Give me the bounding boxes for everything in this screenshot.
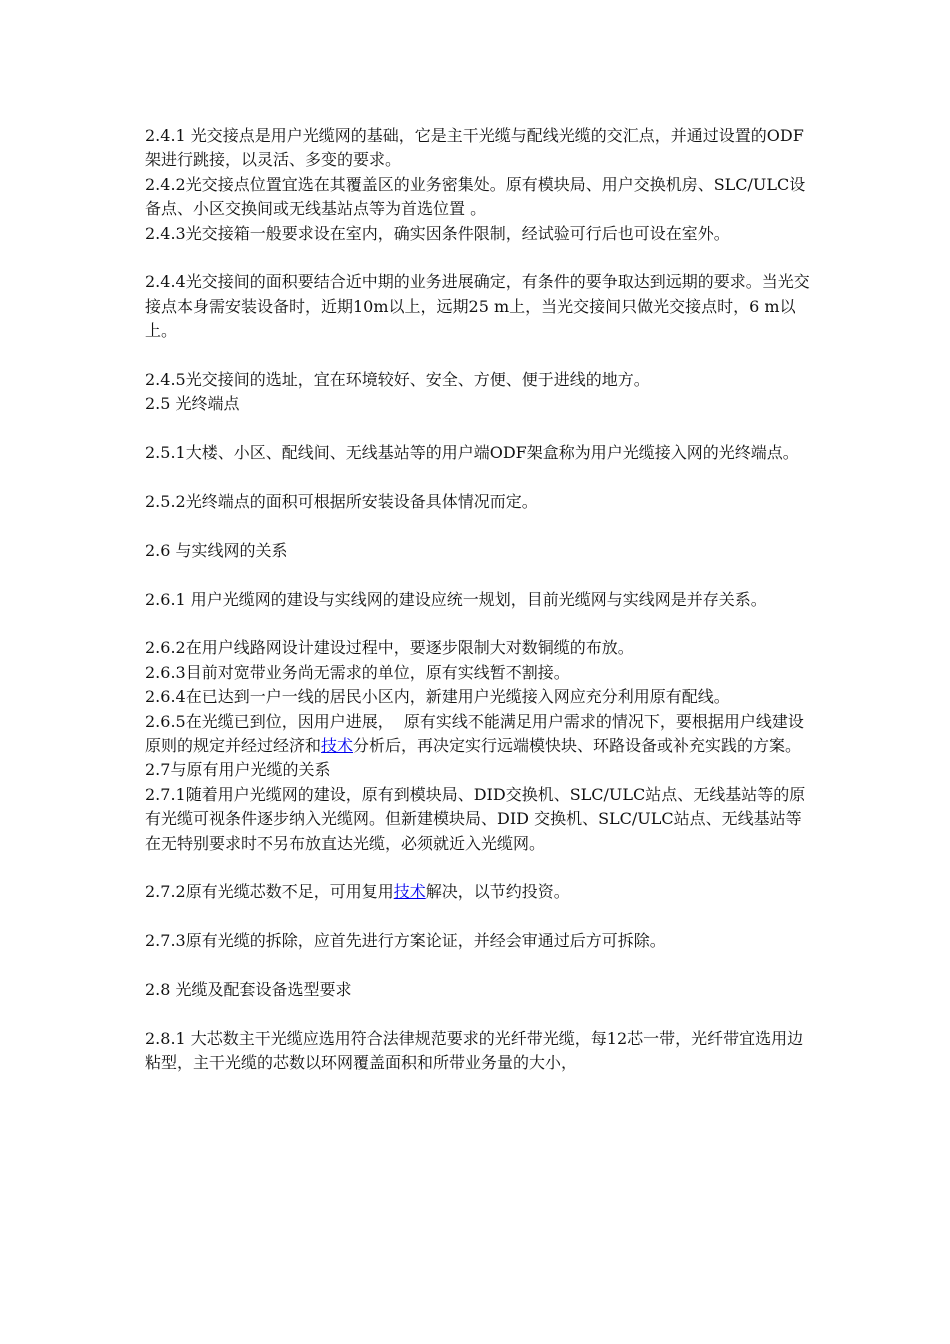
paragraph-2-7-3: 2.7.3原有光缆的拆除，应首先进行方案论证，并经会审通过后方可拆除。 [145,931,666,951]
paragraph-gap [145,905,815,929]
paragraph-2-5-2: 2.5.2光终端点的面积可根据所安装设备具体情况而定。 [145,492,538,512]
paragraph-2-5-1: 2.5.1大楼、小区、配线间、无线基站等的用户端ODF架盒称为用户光缆接入网的光终端点。 [145,443,799,463]
paragraph-gap [145,1002,815,1026]
paragraph-2-4-1: 2.4.1 光交接点是用户光缆网的基础，它是主干光缆与配线光缆的交汇点，并通过设置的ODF架进行跳接，以灵活、多变的要求。 [145,126,804,170]
paragraph-2-6-1: 2.6.1 用户光缆网的建设与实线网的建设应统一规划，目前光缆网与实线网是并存关系。 [145,589,767,609]
technology-link[interactable]: 技术 [393,882,426,902]
paragraph-2-6-3: 2.6.3目前对宽带业务尚无需求的单位，原有实线暂不割接。 [145,662,570,682]
paragraph-2-8-1: 2.8.1 大芯数主干光缆应选用符合法律规范要求的光纤带光缆，每12芯一带，光纤带宜选用边粘型，主干光缆的芯数以环网覆盖面积和所带业务量的大小， [145,1028,804,1073]
document-body [145,124,815,1076]
paragraph-gap [145,612,815,636]
paragraph-2-4-2: 2.4.2光交接点位置宜选在其覆盖区的业务密集处。原有模块局、用户交换机房、SLC/ULC设备点、小区交换间或无线基站点等为首选位置 。 [145,174,806,219]
paragraph-2-7-1: 2.7.1随着用户光缆网的建设，原有到模块局、DID交换机、SLC/ULC站点、无线基站等的原有光缆可视条件逐步纳入光缆网。但新建模块局、DID 交换机、SLC/ULC站点、无线基站等在无特别要求时不另布放直达光缆，必须就近入光缆网。 [145,784,806,853]
paragraph-gap [145,246,815,270]
paragraph-gap [145,856,815,880]
paragraph-gap [145,417,815,441]
paragraph-2-4-4: 2.4.4光交接间的面积要结合近中期的业务进展确定，有条件的要争取达到远期的要求。当光交接点本身需安装设备时，近期10m以上，远期25 m上，当光交接间只做光交接点时，6 m以上。 [145,272,810,341]
paragraph-2-6-4: 2.6.4在已达到一户一线的居民小区内，新建用户光缆接入网应充分利用原有配线。 [145,687,730,707]
paragraph-gap [145,954,815,978]
technology-link[interactable]: 技术 [321,736,354,756]
paragraph-2-4-3: 2.4.3光交接箱一般要求设在室内，确实因条件限制，经试验可行后也可设在室外。 [145,223,730,243]
section-heading-2-8: 2.8 光缆及配套设备选型要求 [145,980,352,1000]
paragraph-2-7-2-text-a: 2.7.2原有光缆芯数不足，可用复用 [145,882,394,902]
paragraph-2-6-2: 2.6.2在用户线路网设计建设过程中，要逐步限制大对数铜缆的布放。 [145,638,634,658]
paragraph-2-6-5 [145,710,815,759]
paragraph-2-6-5-text-b: 分析后，再决定实行远端模快块、环路设备或补充实践的方案。 [353,736,802,756]
section-heading-2-5: 2.5 光终端点 [145,394,240,414]
paragraph-2-6-5-text-a: 2.6.5在光缆已到位，因用户进展， 原有实线不能满足用户需求的情况下，要根据用户线建设原则的规定并经过经济和 [145,711,804,756]
paragraph-2-4-5: 2.4.5光交接间的选址，宜在环境较好、安全、方便、便于进线的地方。 [145,370,650,390]
section-heading-2-7: 2.7与原有用户光缆的关系 [145,760,331,780]
paragraph-2-7-2 [145,880,815,904]
paragraph-gap [145,466,815,490]
section-heading-2-6: 2.6 与实线网的关系 [145,540,288,560]
paragraph-gap [145,563,815,587]
paragraph-2-7-2-text-b: 解决，以节约投资。 [425,882,570,902]
paragraph-gap [145,344,815,368]
paragraph-gap [145,514,815,538]
